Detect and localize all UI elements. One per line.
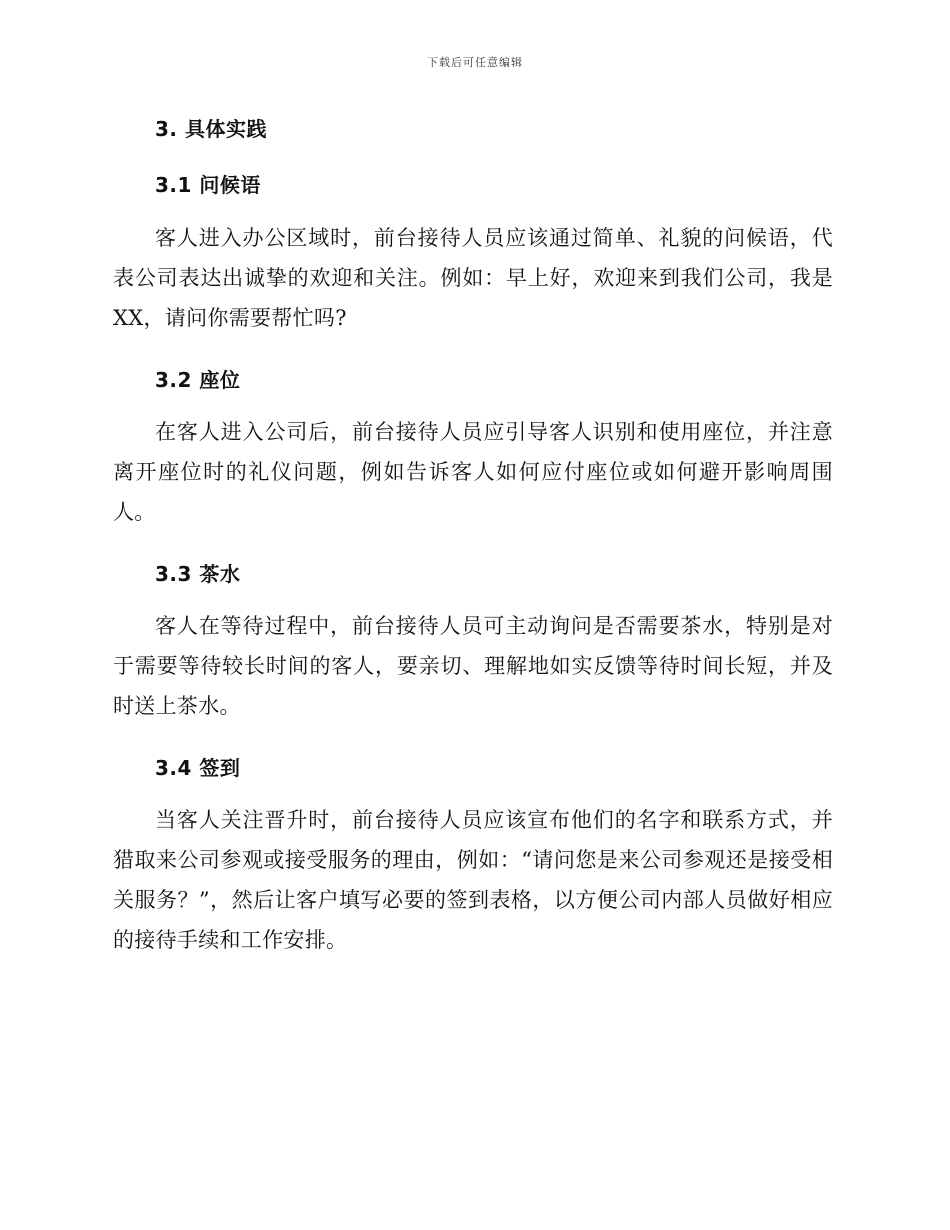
section-heading: 3. 具体实践 xyxy=(155,117,267,141)
subsection-heading-seating: 3.2 座位 xyxy=(155,368,241,392)
paragraph-signin: 当客人关注晋升时，前台接待人员应该宣布他们的名字和联系方式，并猎取来公司参观或接受服务的理由，例如：“请问您是来公司参观还是接受相关服务？”，然后让客户填写必要的签到表格，以方便公司内部人员做好相应的接待手续和工作安排。 xyxy=(113,808,833,952)
paragraph-seating: 在客人进入公司后，前台接待人员应引导客人识别和使用座位，并注意离开座位时的礼仪问题，例如告诉客人如何应付座位或如何避开影响周围人。 xyxy=(113,420,833,524)
subsection-heading-signin: 3.4 签到 xyxy=(155,756,241,780)
paragraph-greeting: 客人进入办公区域时，前台接待人员应该通过简单、礼貌的问候语，代表公司表达出诚挚的欢迎和关注。例如：早上好，欢迎来到我们公司，我是XX，请问你需要帮忙吗? xyxy=(113,226,833,330)
subsection-heading-tea: 3.3 茶水 xyxy=(155,562,241,586)
page-header-note: 下载后可任意编辑 xyxy=(427,56,523,69)
subsection-heading-greeting: 3.1 问候语 xyxy=(155,173,261,197)
paragraph-tea: 客人在等待过程中，前台接待人员可主动询问是否需要茶水，特别是对于需要等待较长时间的客人，要亲切、理解地如实反馈等待时间长短，并及时送上茶水。 xyxy=(113,614,833,718)
